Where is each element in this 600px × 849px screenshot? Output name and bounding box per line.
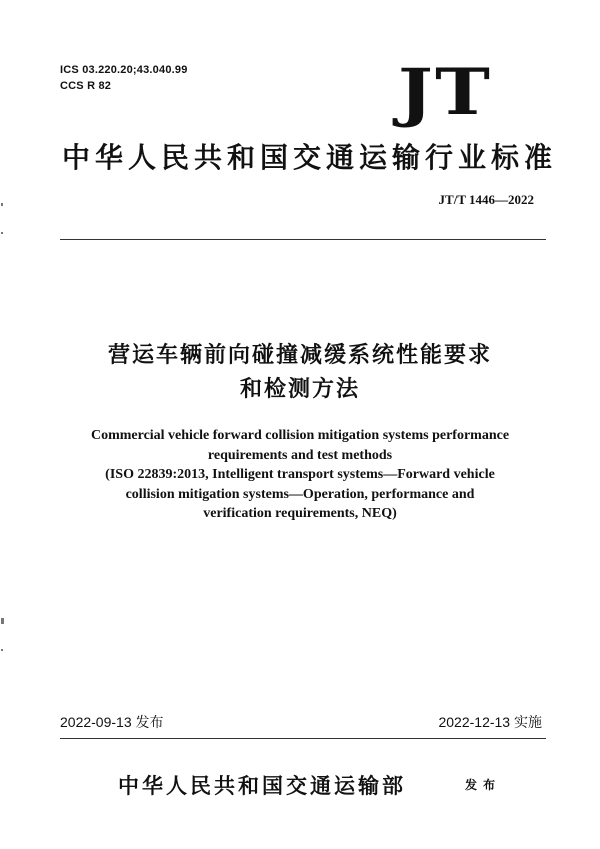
classification-codes — [60, 62, 188, 94]
cn-title-line-2: 和检测方法 — [239, 377, 360, 402]
bottom-divider — [60, 738, 546, 739]
en-title-line: verification requirements, NEQ) — [203, 506, 397, 521]
en-title-line: requirements and test methods — [207, 447, 393, 463]
scan-mark — [1, 203, 3, 206]
issuing-authority: 中华人民共和国交通运输部 — [118, 773, 406, 798]
top-divider — [60, 239, 546, 240]
scan-mark — [1, 649, 3, 651]
issue-label: 发布 — [465, 778, 502, 792]
cn-title-line-1: 营运车辆前向碰撞减缓系统性能要求 — [107, 343, 492, 368]
publish-date: 2022-09-13 发布 — [60, 714, 164, 730]
en-title-line: collision mitigation systems—Operation, performance and — [125, 486, 475, 502]
en-title-line: (ISO 22839:2013, Intelligent transport systems—Forward vehicle — [105, 467, 495, 482]
scan-mark — [1, 618, 4, 624]
standard-category-title: 中华人民共和国交通运输行业标准 — [62, 141, 558, 174]
jt-logo — [398, 55, 538, 130]
standard-number: JT/T 1446—2022 — [438, 192, 534, 207]
ccs-code: CCS R 82 — [60, 80, 112, 92]
ics-code: ICS 03.220.20;43.040.99 — [60, 64, 188, 76]
jt-logo-text: JT — [398, 55, 493, 130]
en-title — [70, 426, 530, 524]
scan-mark — [1, 232, 3, 234]
implement-date: 2022-12-13 实施 — [438, 714, 542, 730]
en-title-line: Commercial vehicle forward collision mitigation systems performance — [90, 428, 510, 443]
